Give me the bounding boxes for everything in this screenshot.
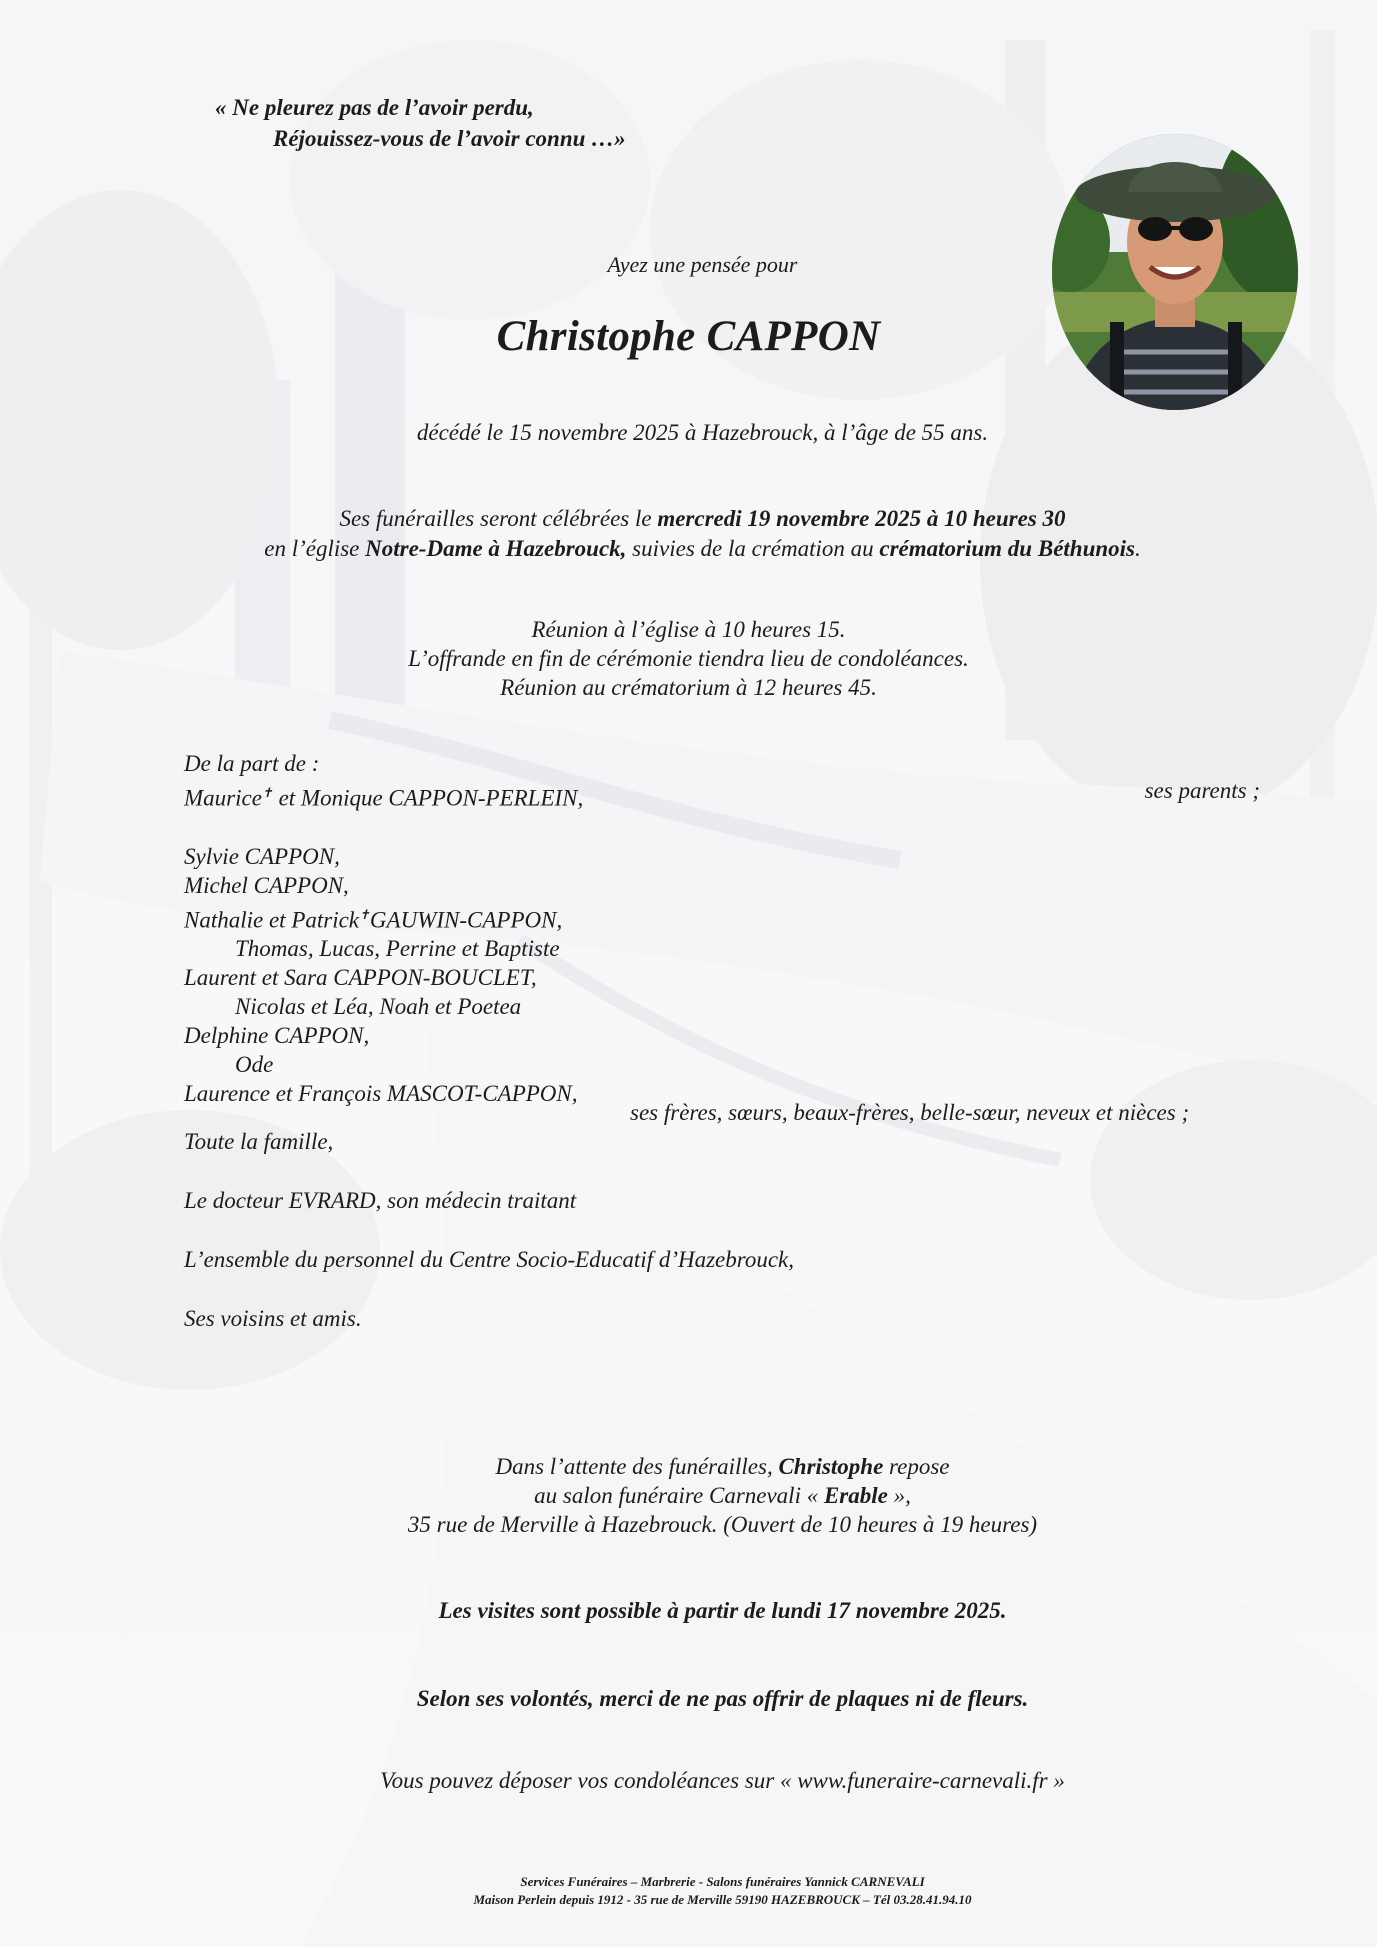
family-member: Laurent et Sara CAPPON-BOUCLET, [184, 965, 537, 991]
meeting-line: Réunion au crématorium à 12 heures 45. [500, 675, 877, 700]
resting-line-1 [34, 1452, 1377, 1481]
funeral-text: . [1135, 536, 1141, 561]
crematorium-name: crématorium du Béthunois [879, 536, 1136, 561]
family-member: Laurence et François MASCOT-CAPPON, [184, 1081, 578, 1107]
resting-text: », [887, 1483, 911, 1508]
family-member: Michel CAPPON, [184, 872, 349, 898]
other-mourner: Toute la famille, [184, 1129, 334, 1154]
parent-name: et Monique CAPPON-PERLEIN, [272, 785, 584, 811]
funeral-details [0, 504, 1377, 564]
funeral-line-1 [14, 504, 1377, 534]
salon-name: Erable [823, 1483, 888, 1508]
funeral-date: mercredi 19 novembre 2025 à 10 heures 30 [657, 506, 1066, 531]
other-mourner: Le docteur EVRARD, son médecin traitant [184, 1188, 577, 1213]
relation-parents: ses parents ; [1144, 778, 1260, 803]
parent-name: Maurice [184, 785, 262, 811]
resting-text: repose [883, 1454, 950, 1479]
family-list [184, 749, 583, 1108]
meeting-line: L’offrande en fin de cérémonie tiendra lieu de condoléances. [408, 646, 969, 671]
family-member: Delphine CAPPON, [184, 1023, 370, 1049]
resting-line-2 [34, 1481, 1377, 1510]
first-name: Christophe [778, 1454, 884, 1479]
funeral-text: en l’église [264, 536, 366, 561]
condolences-notice: Vous pouvez déposer vos condoléances sur « www.funeraire-carnevali.fr » [380, 1768, 1065, 1793]
family-children: Ode [235, 1052, 274, 1078]
portrait-photo [1050, 132, 1300, 412]
other-mourner: Ses voisins et amis. [184, 1306, 362, 1331]
epigraph-quote [215, 92, 626, 154]
other-mourner: L’ensemble du personnel du Centre Socio-Educatif d’Hazebrouck, [184, 1247, 795, 1272]
meeting-line: Réunion à l’église à 10 heures 15. [531, 617, 846, 642]
meeting-info [0, 615, 1377, 702]
resting-text: au salon funéraire Carnevali « [534, 1483, 824, 1508]
visits-notice: Les visites sont possible à partir de lundi 17 novembre 2025. [438, 1598, 1007, 1623]
resting-line-3: 35 rue de Merville à Hazebrouck. (Ouvert de 10 heures à 19 heures) [407, 1512, 1038, 1537]
deceased-name: Christophe CAPPON [496, 313, 881, 360]
family-parents [184, 778, 583, 813]
relation-siblings: ses frères, sœurs, beaux-frères, belle-sœur, neveux et nièces ; [630, 1100, 1190, 1125]
family-children: Thomas, Lucas, Perrine et Baptiste [235, 936, 560, 962]
funeral-text: suivies de la crémation au [626, 536, 880, 561]
funeral-text: Ses funérailles seront célébrées le [339, 506, 658, 531]
resting-place-info [0, 1452, 1377, 1539]
family-member: Sylvie CAPPON, [184, 843, 340, 869]
wishes-notice: Selon ses volontés, merci de ne pas offrir de plaques ni de fleurs. [416, 1686, 1029, 1711]
pre-title: Ayez une pensée pour [607, 252, 798, 277]
member-name: Nathalie et Patrick [184, 907, 360, 933]
footer-line-2: Maison Perlein depuis 1912 - 35 rue de Merville 59190 HAZEBROUCK – Tél 03.28.41.94.10 [473, 1892, 972, 1907]
member-name: GAUWIN-CAPPON, [369, 907, 563, 933]
cross-icon: ✝ [359, 906, 370, 922]
cross-icon: ✝ [261, 785, 273, 800]
family-children: Nicolas et Léa, Noah et Poetea [235, 994, 522, 1020]
church-name: Notre-Dame à Hazebrouck, [365, 536, 627, 561]
resting-text: Dans l’attente des funérailles, [495, 1454, 779, 1479]
quote-line-1: « Ne pleurez pas de l’avoir perdu, [215, 95, 534, 120]
funeral-line-2 [14, 534, 1377, 564]
family-intro: De la part de : [184, 751, 320, 776]
footer [0, 1873, 1377, 1909]
death-notice: décédé le 15 novembre 2025 à Hazebrouck, à l’âge de 55 ans. [416, 420, 989, 445]
family-member [184, 900, 583, 935]
quote-line-2: Réjouissez-vous de l’avoir connu …» [273, 126, 626, 151]
footer-line-1: Services Funéraires – Marbrerie - Salons funéraires Yannick CARNEVALI [520, 1874, 925, 1889]
